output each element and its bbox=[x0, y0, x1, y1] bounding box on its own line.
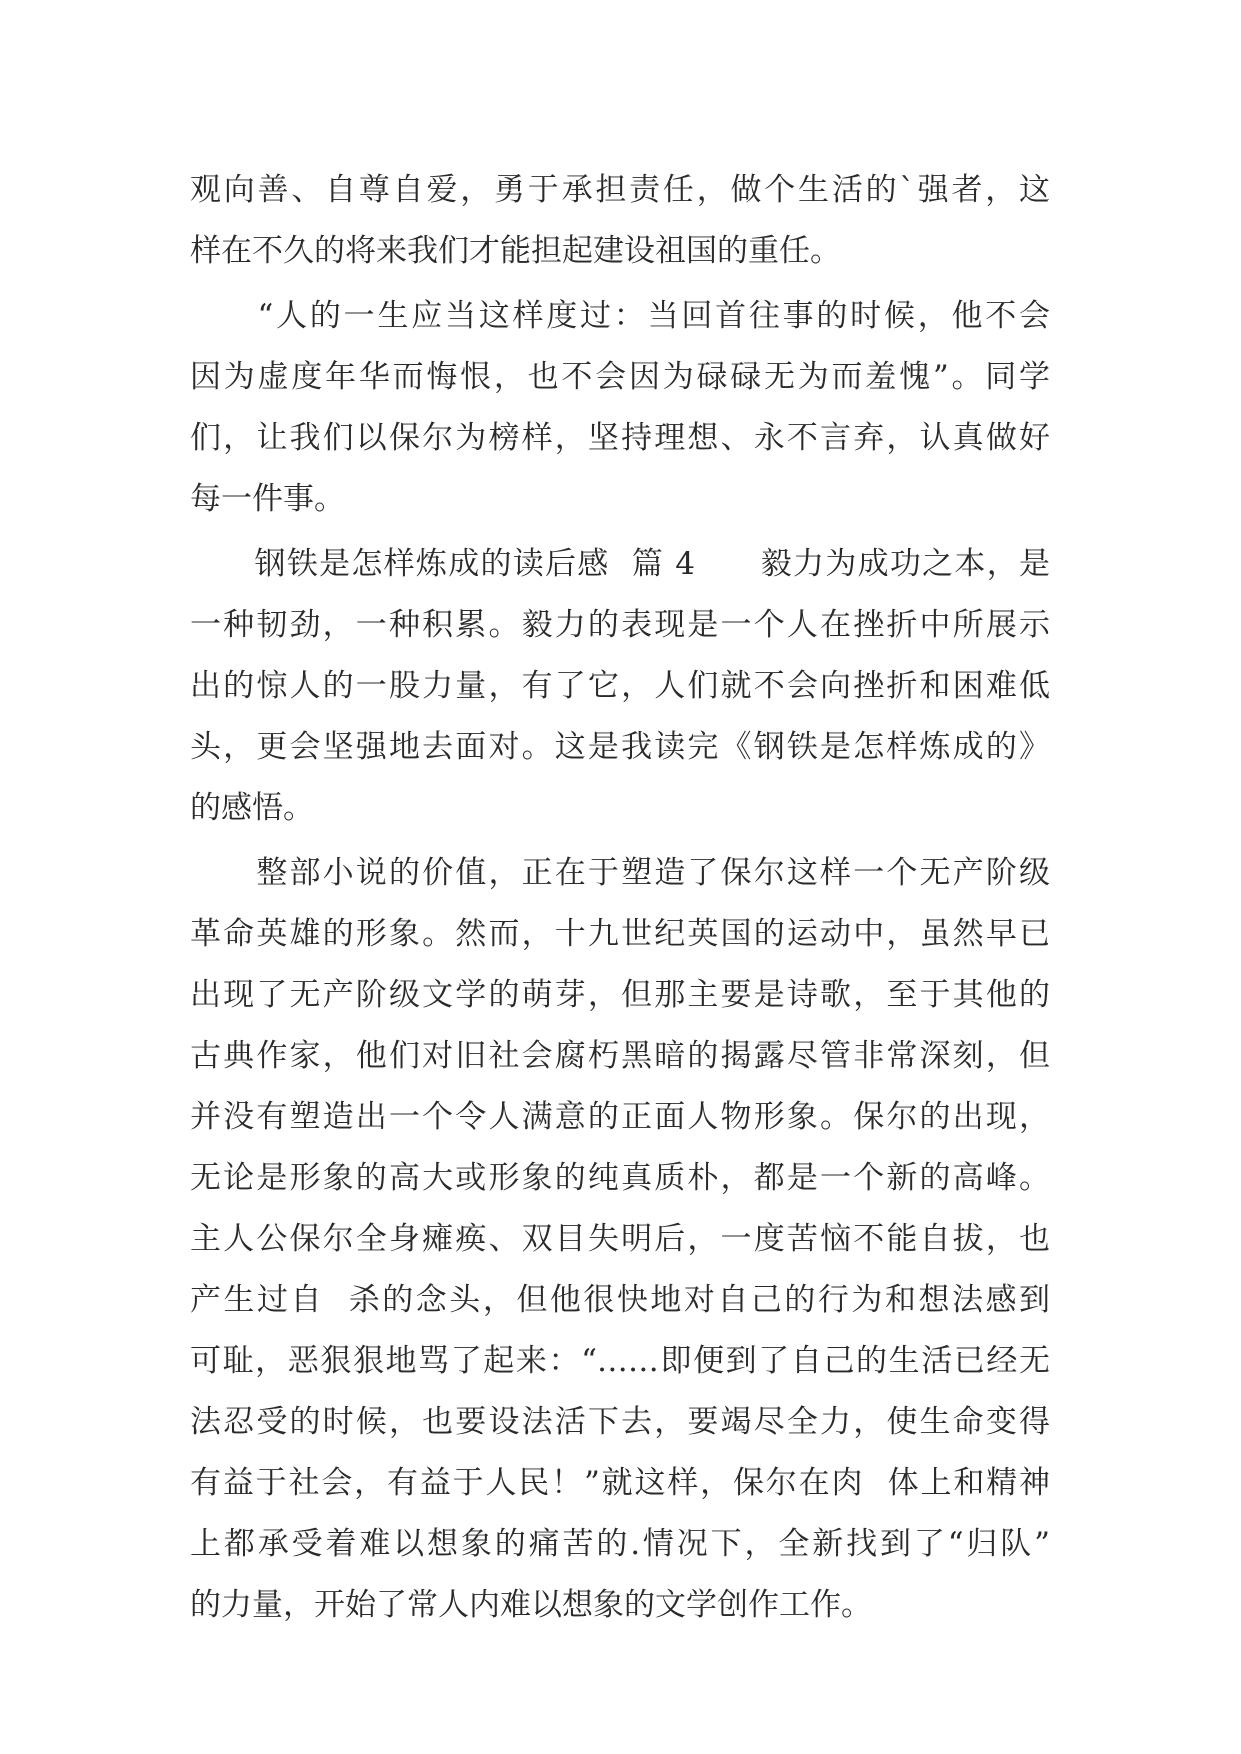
paragraph-2 bbox=[190, 286, 1050, 530]
text-line: 们，让我们以保尔为榜样，坚持理想、永不言弃，认真做好 bbox=[190, 420, 1050, 456]
text-line: 法忍受的时候，也要设法活下去，要竭尽全力，使生命变得 bbox=[190, 1404, 1050, 1440]
text-line: 产生过自 杀的念头，但他很快地对自己的行为和想法感到 bbox=[190, 1282, 1050, 1318]
text-line: 钢铁是怎样炼成的读后感 篇 4 毅力为成功之本，是 bbox=[190, 546, 1050, 582]
text-line: 出现了无产阶级文学的萌芽，但那主要是诗歌，至于其他的 bbox=[190, 977, 1050, 1013]
text-line: 出的惊人的一股力量，有了它，人们就不会向挫折和困难低 bbox=[190, 668, 1050, 704]
text-line: 无论是形象的高大或形象的纯真质朴，都是一个新的高峰。 bbox=[190, 1160, 1050, 1196]
text-line: 样在不久的将来我们才能担起建设祖国的重任。 bbox=[190, 233, 841, 269]
paragraph-4 bbox=[190, 843, 1050, 1636]
paragraph-3 bbox=[190, 534, 1050, 839]
text-line: 一种韧劲，一种积累。毅力的表现是一个人在挫折中所展示 bbox=[190, 607, 1050, 643]
body-text bbox=[190, 160, 1050, 1636]
text-line: 古典作家，他们对旧社会腐朽黑暗的揭露尽管非常深刻，但 bbox=[190, 1038, 1050, 1074]
text-line: 可耻，恶狠狠地骂了起来：“……即便到了自己的生活已经无 bbox=[190, 1343, 1050, 1379]
text-line: 观向善、自尊自爱，勇于承担责任，做个生活的`强者，这 bbox=[190, 172, 1050, 208]
text-line: 有益于社会，有益于人民！”就这样，保尔在肉 体上和精神 bbox=[190, 1465, 1050, 1501]
text-line: 革命英雄的形象。然而，十九世纪英国的运动中，虽然早已 bbox=[190, 916, 1050, 952]
text-line: 并没有塑造出一个令人满意的正面人物形象。保尔的出现， bbox=[190, 1099, 1050, 1135]
text-line: 整部小说的价值，正在于塑造了保尔这样一个无产阶级 bbox=[190, 855, 1050, 891]
text-line: 上都承受着难以想象的痛苦的.情况下，全新找到了“归队” bbox=[190, 1526, 1050, 1562]
paragraph-1 bbox=[190, 160, 1050, 282]
text-line: 的感悟。 bbox=[190, 790, 314, 826]
text-line: 每一件事。 bbox=[190, 481, 345, 517]
text-line: 因为虚度年华而悔恨，也不会因为碌碌无为而羞愧”。同学 bbox=[190, 359, 1050, 395]
text-line: 的力量，开始了常人内难以想象的文学创作工作。 bbox=[190, 1587, 872, 1623]
text-line: “人的一生应当这样度过：当回首往事的时候，他不会 bbox=[190, 298, 1050, 334]
text-line: 主人公保尔全身瘫痪、双目失明后，一度苦恼不能自拔，也 bbox=[190, 1221, 1050, 1257]
text-line: 头，更会坚强地去面对。这是我读完《钢铁是怎样炼成的》 bbox=[190, 729, 1050, 765]
